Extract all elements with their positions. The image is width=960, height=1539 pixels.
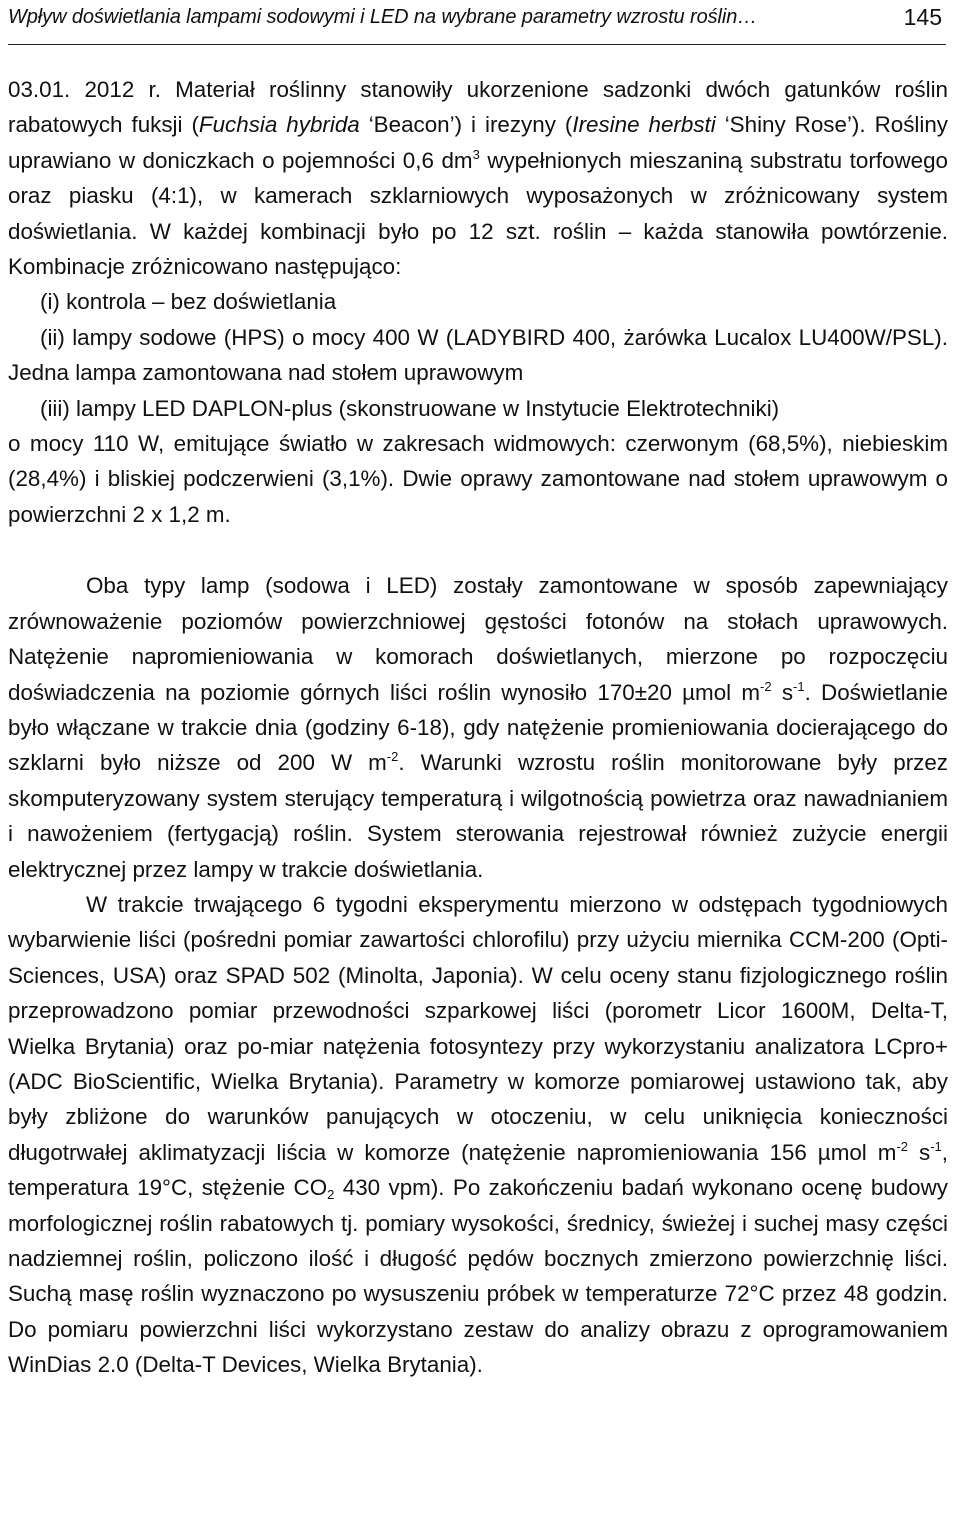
text-run: 03.01. 2012 r. Materiał roślinny stanowiły ukorzenione sadzonki dwóch gatunków roślin rabatowych fuksji ( — [8, 77, 948, 138]
paragraph-gap — [8, 532, 948, 568]
text-run: s — [771, 679, 794, 705]
text-run: 430 vpm). Po zakończeniu badań wykonano ocenę budowy morfologicznej roślin rabatowych tj. pomiary wysokości, średnicy, świeżej i suchej masy części nadziemnej roślin, policzono ilość i długość pędów bocznych zmierzono powierzchnię liści. Suchą masę roślin wyznaczono po wysuszeniu próbek w temperaturze 72°C przez 48 godzin. Do pomiaru powierzchni liści wykorzystano zestaw do analizy obrazu z oprogramowaniem WinDias 2.0 (Delta-T Devices, Wielka Brytania). — [8, 1175, 948, 1378]
superscript: 3 — [472, 146, 480, 162]
paragraph-measurements — [8, 887, 948, 1383]
paragraph-materials — [8, 72, 948, 284]
text-run: s — [908, 1139, 931, 1165]
list-item-hps: (ii) lampy sodowe (HPS) o mocy 400 W (LADYBIRD 400, żarówka Lucalox LU400W/PSL). Jedna lampa zamontowana nad stołem uprawowym — [8, 324, 948, 386]
text-run: ‘Beacon’) i irezyny ( — [359, 112, 573, 138]
list-item-led-continued: o mocy 110 W, emitujące światło w zakresach widmowych: czerwonym (68,5%), niebieskim (28,4%) i bliskiej podczerwieni (3,1%). Dwie oprawy zamontowane nad stołem uprawowym o powierzchni 2 x 1,2 m. — [8, 431, 948, 527]
text-run: wypełnionych mieszaniną substratu torfowego oraz piasku (4:1), w kamerach szklarniowych wyposażonych w zróżnicowany system doświetlania. W każdej kombinacji było po 12 szt. roślin – każda stanowiła powtórzenie. Kombinacje zróżnicowano następująco: — [8, 147, 948, 280]
list-item-led: (iii) lampy LED DAPLON-plus (skonstruowane w Instytucie Elektrotechniki) — [40, 395, 780, 421]
text-run: , temperatura 19°C, stężenie CO — [8, 1139, 948, 1201]
superscript: -2 — [896, 1138, 908, 1154]
text-run: ‘Shiny Rose’). Rośliny uprawiano w doniczkach o pojemności 0,6 dm — [8, 112, 948, 173]
superscript: -1 — [930, 1138, 942, 1154]
running-header — [8, 0, 946, 45]
species-name-fuchsia: Fuchsia hybrida — [198, 112, 360, 138]
text-run: . Doświetlanie było włączane w trakcie dnia (godziny 6-18), gdy natężenie promieniowania docierającego do szklarni było niższe od 200 W m — [8, 679, 948, 776]
page-number: 145 — [903, 4, 942, 30]
subscript: 2 — [327, 1187, 335, 1203]
paragraph-lamps — [8, 568, 948, 887]
superscript: -1 — [793, 678, 805, 694]
body-text — [8, 72, 948, 1383]
text-run: . Warunki wzrostu roślin monitorowane były przez skomputeryzowany system sterujący temperaturą i wilgotnością powietrza oraz nawadnianiem i nawożeniem (fertygacją) roślin. System sterowania rejestrował również zużycie energii elektrycznej przez lampy w trakcie doświetlania. — [8, 750, 948, 882]
species-name-iresine: Iresine herbsti — [572, 112, 716, 138]
text-run: W trakcie trwającego 6 tygodni eksperymentu mierzono w odstępach tygodniowych wybarwienie liści (pośredni pomiar zawartości chlorofilu) przy użyciu miernika CCM-200 (Opti-Sciences, USA) oraz SPAD 502 (Minolta, Japonia). W celu oceny stanu fizjologicznego roślin przeprowadzono pomiar przewodności szparkowej liści (porometr Licor 1600M, Delta-T, Wielka Brytania) oraz po-miar natężenia fotosyntezy przy wykorzystaniu analizatora LCpro+ (ADC BioScientific, Wielka Brytania). Parametry w komorze pomiarowej ustawiono tak, aby były zbliżone do warunków panujących w otoczeniu, w celu uniknięcia konieczności długotrwałej aklimatyzacji liścia w komorze (natężenie napromieniowania 156 µmol m — [8, 891, 948, 1165]
list-item-control: (i) kontrola – bez doświetlania — [40, 289, 337, 315]
text-run: Oba typy lamp (sodowa i LED) zostały zamontowane w sposób zapewniający zrównoważenie poziomów powierzchniowej gęstości fotonów na stołach uprawowych. Natężenie napromieniowania w komorach doświetlanych, mierzone po rozpoczęciu doświadczenia na poziomie górnych liści roślin wynosiło 170±20 µmol m — [8, 573, 948, 705]
superscript: -2 — [386, 749, 399, 765]
running-title: Wpływ doświetlania lampami sodowymi i LED na wybrane parametry wzrostu roślin… — [8, 6, 758, 28]
superscript: -2 — [760, 678, 772, 694]
